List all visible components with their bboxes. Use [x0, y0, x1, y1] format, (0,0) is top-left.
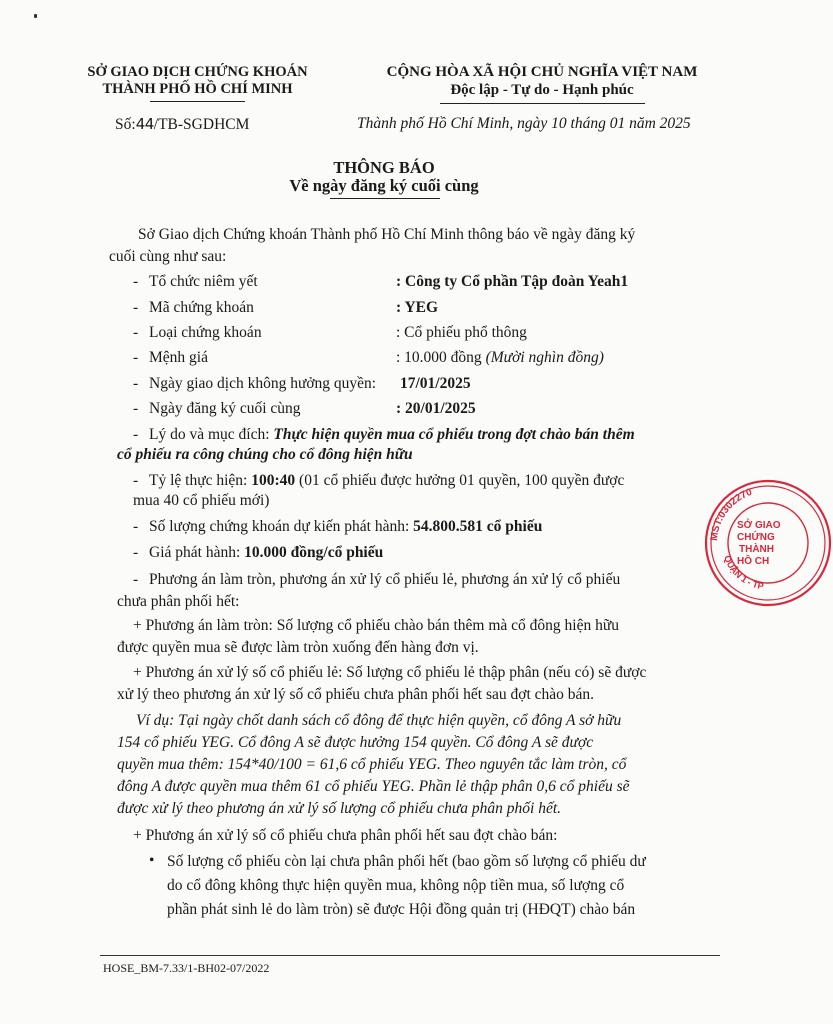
doc-number-handwritten: 44	[135, 115, 154, 133]
dash: -	[133, 375, 139, 392]
code-value: : YEG	[396, 299, 439, 316]
dash: -	[133, 544, 139, 561]
dash: -	[133, 273, 139, 290]
nation-underline	[440, 103, 645, 104]
record-value: : 20/01/2025	[396, 400, 476, 417]
org-label: Tổ chức niêm yết	[149, 273, 258, 290]
ratio-line2: mua 40 cổ phiếu mới)	[133, 492, 270, 509]
dash: -	[133, 400, 139, 417]
example-line1: Ví dụ: Tại ngày chốt danh sách cổ đông để thực hiện quyền, cổ đông A sở hữu	[136, 712, 622, 729]
example-line2: 154 cổ phiếu YEG. Cổ đông A sẽ được hưởng 154 quyền. Cổ đông A sẽ được	[117, 734, 594, 751]
stamp-ring-text: MST:0302270	[708, 486, 754, 542]
plan-line1: Phương án làm tròn, phương án xử lý cổ phiếu lẻ, phương án xử lý cổ phiếu	[149, 571, 621, 588]
dash: -	[133, 299, 139, 316]
type-label: Loại chứng khoán	[149, 324, 262, 341]
rounding-line1: + Phương án làm tròn: Số lượng cổ phiếu chào bán thêm mà cổ đông hiện hữu	[133, 617, 619, 634]
exdate-value: 17/01/2025	[400, 375, 471, 392]
doc-number: Số:44/TB-SGDHCM	[115, 115, 250, 133]
code-label: Mã chứng khoán	[149, 299, 254, 316]
footer-rule	[100, 955, 720, 956]
stamp-line2: CHỨNG	[737, 532, 775, 543]
record-label: Ngày đăng ký cuối cùng	[149, 400, 301, 417]
purpose-line2: cổ phiếu ra công chúng cho cổ đông hiện hữu	[117, 446, 413, 463]
dash: -	[133, 349, 139, 366]
type-value: : Cổ phiếu phổ thông	[396, 324, 527, 341]
org-value: : Công ty Cổ phần Tập đoàn Yeah1	[396, 273, 629, 290]
doc-subtitle: Về ngày đăng ký cuối cùng	[289, 176, 479, 195]
odd-lot-line1: + Phương án xử lý số cổ phiếu lẻ: Số lượng cổ phiếu lẻ thập phân (nếu có) sẽ được	[133, 664, 647, 681]
example-line5: được xử lý theo phương án xử lý số lượng cổ phiếu chưa phân phối hết.	[117, 800, 562, 817]
stamp-line3: THÀNH	[739, 544, 774, 555]
org-name-line2: THÀNH PHỐ HỒ CHÍ MINH	[102, 81, 293, 97]
nation-line2: Độc lập - Tự do - Hạnh phúc	[450, 82, 634, 98]
example-line4: đông A được quyền mua thêm 61 cổ phiếu YEG. Phần lẻ thập phân 0,6 cổ phiếu sẽ	[117, 778, 630, 795]
bullet1-line2: do cổ đông không thực hiện quyền mua, không nộp tiền mua, số lượng cổ	[167, 877, 625, 894]
odd-lot-line2: xử lý theo phương án xử lý số cổ phiếu chưa phân phối hết sau đợt chào bán.	[117, 686, 595, 703]
nation-line1: CỘNG HÒA XÃ HỘI CHỦ NGHĨA VIỆT NAM	[386, 64, 698, 80]
stamp-line1: SỞ GIAO	[737, 520, 781, 531]
stamp-line4: HỒ CH	[737, 556, 770, 567]
org-underline	[150, 101, 245, 102]
org-name-line1: SỞ GIAO DỊCH CHỨNG KHOÁN	[87, 64, 308, 80]
dash: -	[133, 324, 139, 341]
ratio-line1: Tỷ lệ thực hiện: 100:40 (01 cổ phiếu được hưởng 01 quyền, 100 quyền được	[149, 472, 625, 489]
stamp-bottom-text: QUẬN 1 - TP	[722, 554, 765, 592]
bullet1-line1: Số lượng cổ phiếu còn lại chưa phân phối hết (bao gồm số lượng cổ phiếu dư	[167, 853, 646, 870]
doc-title: THÔNG BÁO	[333, 158, 435, 177]
intro-line1: Sở Giao dịch Chứng khoán Thành phố Hồ Chí Minh thông báo về ngày đăng ký	[138, 226, 636, 243]
scan-speck	[34, 14, 37, 18]
par-label: Mệnh giá	[149, 349, 208, 366]
bullet1-line3: phần phát sinh lẻ do làm tròn) sẽ được Hội đồng quản trị (HĐQT) chào bán	[167, 901, 636, 918]
example-line3: quyền mua thêm: 154*40/100 = 61,6 cổ phiếu YEG. Theo nguyên tắc làm tròn, cổ	[117, 756, 627, 773]
intro-line2: cuối cùng như sau:	[109, 248, 227, 265]
dash: -	[133, 472, 139, 489]
place-date: Thành phố Hồ Chí Minh, ngày 10 tháng 01 năm 2025	[357, 115, 691, 132]
par-value: : 10.000 đồng (Mười nghìn đồng)	[396, 349, 604, 366]
dash: -	[133, 518, 139, 535]
exdate-label: Ngày giao dịch không hưởng quyền:	[149, 375, 377, 392]
price-line: Giá phát hành: 10.000 đồng/cổ phiếu	[149, 544, 384, 561]
plan-line2: chưa phân phối hết:	[117, 593, 240, 610]
official-seal-stamp	[703, 478, 833, 608]
rounding-line2: được quyền mua sẽ được làm tròn xuống đến hàng đơn vị.	[117, 639, 479, 656]
form-code: HOSE_BM-7.33/1-BH02-07/2022	[103, 961, 270, 975]
dash: -	[133, 426, 139, 443]
purpose-line1: Lý do và mục đích: Thực hiện quyền mua cổ phiếu trong đợt chào bán thêm	[149, 426, 635, 443]
dash: -	[133, 571, 139, 588]
qty-line: Số lượng chứng khoán dự kiến phát hành: 54.800.581 cổ phiếu	[149, 518, 543, 535]
title-underline	[330, 198, 440, 199]
undistributed-heading: + Phương án xử lý số cổ phiếu chưa phân phối hết sau đợt chào bán:	[133, 827, 558, 844]
bullet-icon: •	[149, 852, 155, 869]
